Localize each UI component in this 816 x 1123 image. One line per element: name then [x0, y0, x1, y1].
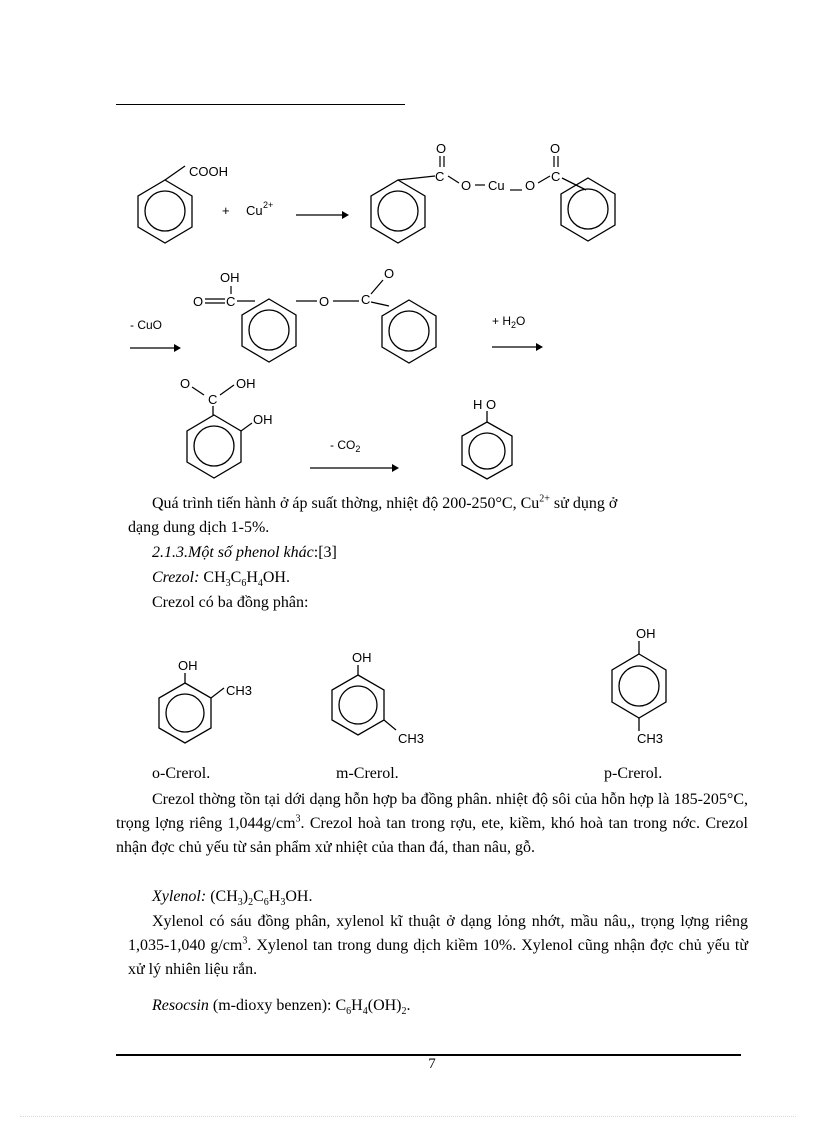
xylenol-f-b: )	[242, 888, 249, 905]
acid-carbon: C	[208, 392, 218, 407]
para2-sup: 3	[295, 813, 301, 825]
para1-text: Quá trình tiến hành ở áp suất thờng, nhiệt độ 200-250°C, Cu	[152, 495, 540, 512]
page-edge	[20, 1116, 796, 1117]
copper-benzoate-structure	[358, 138, 648, 250]
m-cresol-oh: OH	[352, 650, 372, 665]
acid-carbonyl-o: O	[180, 376, 191, 391]
resocsin-name: Resocsin	[152, 997, 209, 1014]
xylenol-f-c-sub: 6	[263, 897, 269, 909]
process-conditions-line2: dạng dung dịch 1-5%.	[128, 519, 270, 536]
para2-tail: . Crezol hoà tan trong rợu, ete, kiềm, khó hoà tan trong nớc. Crezol nhận đợc chủ yếu từ sản phẩm xử nhiệt của than đá, than nâu, gỗ.	[116, 815, 748, 856]
xylenol-name: Xylenol:	[152, 888, 207, 905]
xylenol-f-d: H	[268, 888, 281, 905]
oh-intermediate: OH	[220, 270, 240, 285]
m-cresol-structure	[318, 648, 438, 748]
m-cresol-ch3: CH3	[398, 731, 425, 746]
phenol-oh: OH	[253, 412, 273, 427]
xylenol-f-b-sub: 2	[248, 897, 254, 909]
carbonyl-o-left: O	[436, 141, 447, 156]
crezol-f-b-sub: 6	[241, 578, 247, 590]
p-cresol-label: p-Crerol.	[604, 765, 663, 782]
xylenol-description	[128, 910, 748, 982]
xylenol-f-a-sub: 3	[237, 897, 243, 909]
ester-carbon: C	[361, 292, 371, 307]
p-cresol-ch3: CH3	[637, 731, 664, 746]
o-cresol-ch3: CH3	[226, 683, 253, 698]
resocsin-line	[152, 994, 411, 1018]
resocsin-h: H	[351, 997, 363, 1014]
page-number: 7	[428, 1056, 436, 1072]
plus-water-label: + $H_2O$	[492, 314, 526, 330]
carbon-intermediate: C	[226, 294, 236, 309]
reaction-arrow-4	[308, 435, 402, 477]
carbonyl-o-right: O	[550, 141, 561, 156]
cu-charge-sup: 2+	[539, 493, 550, 505]
intermediate-ester-structure	[193, 262, 443, 357]
carbon-right: C	[551, 169, 561, 184]
xylenol-f-d-sub: 3	[280, 897, 286, 909]
carbonyl-o-intermediate: O	[193, 294, 204, 309]
crezol-f-a: CH	[203, 569, 226, 586]
crezol-isomers-intro: Crezol có ba đồng phân:	[152, 594, 309, 611]
crezol-f-b: C	[230, 569, 242, 586]
xylenol-f-c: C	[253, 888, 264, 905]
o-cresol-oh: OH	[178, 658, 198, 673]
crezol-f-c-sub: 4	[257, 578, 263, 590]
para3-sup: 3	[242, 935, 248, 947]
para3-tail: . Xylenol tan trong dung dịch kiềm 10%. Xylenol cũng nhận đợc chủ yếu từ xử lý nhiên liệu rắn.	[128, 937, 748, 978]
reaction-arrow-3	[490, 312, 546, 352]
reaction-arrow-1	[296, 209, 350, 221]
phenol-ho: H O	[473, 397, 497, 412]
acid-oh: OH	[236, 376, 256, 391]
header-rule	[116, 104, 405, 105]
minus-cuo-label: - CuO	[130, 318, 163, 332]
resocsin-oh: (OH)	[367, 997, 402, 1014]
carboxyl-label: COOH	[189, 164, 228, 179]
xylenol-f-e: OH.	[285, 888, 313, 905]
section-title: 2.1.3.Một số phenol khác	[152, 544, 314, 561]
ester-carbonyl-o: O	[384, 266, 395, 281]
bridge-o-right: O	[525, 178, 536, 193]
crezol-f-d: OH.	[262, 569, 290, 586]
o-cresol-structure	[148, 656, 268, 746]
bridge-o-left: O	[461, 178, 472, 193]
o-cresol-label: o-Crerol.	[152, 765, 211, 782]
resocsin-sub3: 2	[401, 1006, 407, 1018]
carbon-left: C	[435, 169, 445, 184]
benzoic-acid-structure	[125, 160, 228, 250]
crezol-f-a-sub: 3	[225, 578, 231, 590]
process-conditions-line1	[152, 492, 617, 516]
section-heading	[152, 541, 337, 565]
resocsin-end: .	[406, 997, 411, 1014]
phenol-structure	[455, 397, 525, 477]
resocsin-sub1: 6	[346, 1006, 352, 1018]
crezol-description	[116, 788, 748, 860]
cu-symbol: Cu	[246, 203, 263, 218]
minus-co2-label: - $CO_2$	[330, 438, 361, 454]
cu-charge: 2+	[263, 200, 274, 210]
para1-tail: sử dụng ở	[549, 495, 618, 512]
section-ref: :[3]	[313, 544, 337, 561]
copper-ion	[222, 200, 282, 220]
xylenol-f-a: (CH	[210, 888, 238, 905]
xylenol-formula-line	[152, 885, 312, 909]
salt-cu: Cu	[488, 178, 505, 193]
p-cresol-structure	[598, 624, 688, 749]
crezol-f-c: H	[246, 569, 258, 586]
para3-text: Xylenol có sáu đồng phân, xylenol kĩ thuật ở dạng lỏng nhớt, mầu nâu,, trọng lợng riêng 1,035-1,040 g/cm	[128, 913, 748, 954]
resocsin-sub2: 4	[362, 1006, 368, 1018]
resocsin-desc: (m-dioxy benzen): C	[208, 997, 347, 1014]
p-cresol-oh: OH	[636, 626, 656, 641]
m-cresol-label: m-Crerol.	[336, 765, 399, 782]
salicylic-acid-structure	[178, 373, 288, 478]
crezol-name: Crezol:	[152, 569, 200, 586]
reaction-arrow-2	[128, 315, 184, 355]
plus-sign: +	[222, 203, 230, 218]
ester-o: O	[319, 294, 330, 309]
para2-text: Crezol thờng tồn tại dới dạng hỗn hợp ba đồng phân. nhiệt độ sôi của hỗn hợp là 185-205°C, trọng lợng riêng 1,044g/cm	[116, 791, 748, 832]
crezol-formula-line	[152, 566, 290, 590]
